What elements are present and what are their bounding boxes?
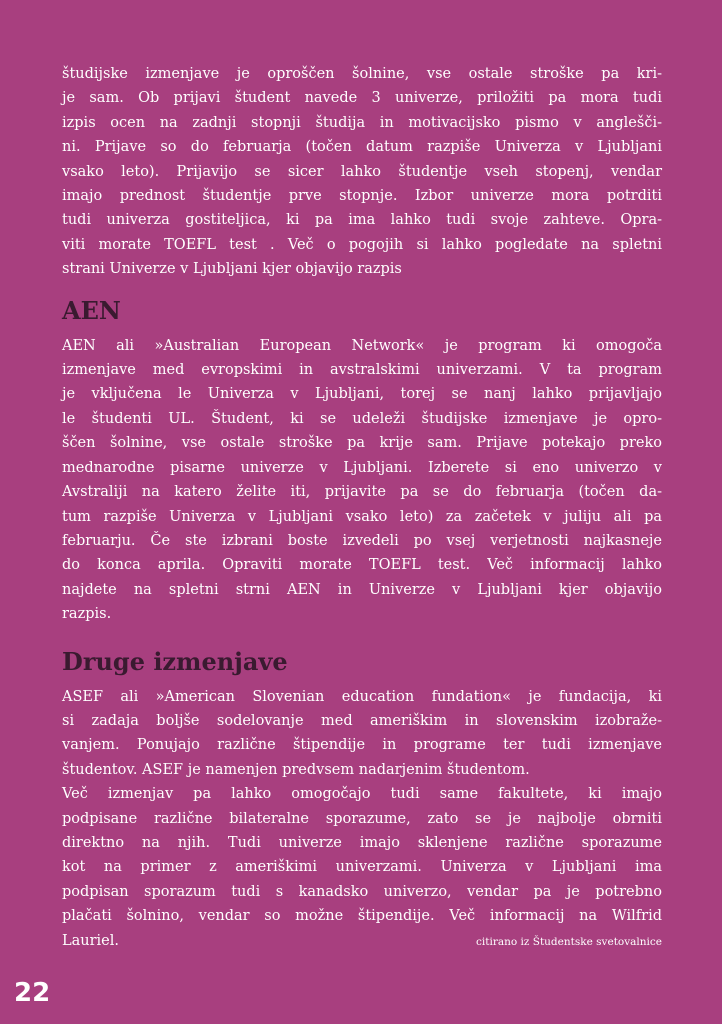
text-line: imajo prednost študentje prve stopnje. Izbor univerze mora potrditi — [62, 188, 662, 205]
text-line: razpis. — [62, 606, 112, 623]
text-line: AEN ali »Australian European Network« je program ki omogoča — [62, 337, 662, 354]
text-line: mednarodne pisarne univerze v Ljubljani. Izberete si eno univerzo v — [62, 459, 662, 476]
text-line: Več izmenjav pa lahko omogočajo tudi same fakultete, ki imajo — [62, 786, 662, 803]
intro-paragraph — [62, 62, 662, 282]
text-line: ščen šolnine, vse ostale stroške pa krije sam. Prijave potekajo preko — [62, 435, 662, 452]
text-line: plačati šolnino, vendar so možne štipendije. Več informacij na Wilfrid — [62, 908, 662, 925]
druge-paragraph — [62, 685, 662, 954]
text-line: izmenjave med evropskimi in avstralskimi univerzami. V ta program — [62, 362, 662, 379]
text-line: tum razpiše Univerza v Ljubljani vsako leto) za začetek v juliju ali pa — [62, 508, 662, 525]
text-line: podpisane različne bilateralne sporazume, zato se je najbolje obrniti — [62, 810, 662, 827]
text-line: Lauriel. — [62, 932, 120, 949]
text-line: ni. Prijave so do februarja (točen datum razpiše Univerza v Ljubljani — [62, 139, 662, 156]
citation-note: citirano iz Študentske svetovalnice — [476, 935, 662, 948]
text-line: izpis ocen na zadnji stopnji študija in motivacijsko pismo v anglešči- — [62, 114, 662, 131]
page-number: 22 — [14, 978, 51, 1008]
text-line: je sam. Ob prijavi študent navede 3 univerze, priložiti pa mora tudi — [62, 90, 662, 107]
text-line: februarju. Če ste izbrani boste izvedeli po vsej verjetnosti najkasneje — [62, 532, 662, 549]
last-line-row — [62, 929, 662, 954]
text-line: kot na primer z ameriškimi univerzami. Univerza v Ljubljani ima — [62, 859, 662, 876]
text-line: je vključena le Univerza v Ljubljani, torej se nanj lahko prijavljajo — [62, 386, 662, 403]
aen-paragraph — [62, 334, 662, 627]
text-line: ASEF ali »American Slovenian education fundation« je fundacija, ki — [62, 688, 662, 705]
section-heading-druge-izmenjave: Druge izmenjave — [62, 646, 288, 676]
text-line: vanjem. Ponujajo različne štipendije in programe ter tudi izmenjave — [62, 737, 662, 754]
text-line: podpisan sporazum tudi s kanadsko univerzo, vendar pa je potrebno — [62, 883, 662, 900]
text-line: najdete na spletni strni AEN in Univerze v Ljubljani kjer objavijo — [62, 581, 662, 598]
text-line: viti morate TOEFL test . Več o pogojih si lahko pogledate na spletni — [62, 236, 662, 253]
text-line: le študenti UL. Študent, ki se udeleži študijske izmenjave je opro- — [62, 410, 662, 427]
text-line: študijske izmenjave je oproščen šolnine, vse ostale stroške pa kri- — [62, 66, 662, 82]
text-line: strani Univerze v Ljubljani kjer objavijo razpis — [62, 261, 402, 278]
text-line: do konca aprila. Opraviti morate TOEFL test. Več informacij lahko — [62, 557, 662, 574]
text-line: tudi univerza gostiteljica, ki pa ima lahko tudi svoje zahteve. Opra- — [62, 212, 662, 229]
text-line: vsako leto). Prijavijo se sicer lahko študentje vseh stopenj, vendar — [62, 163, 662, 180]
text-line: študentov. ASEF je namenjen predvsem nadarjenim študentom. — [62, 761, 530, 778]
page-content — [62, 62, 662, 954]
text-line: direktno na njih. Tudi univerze imajo sklenjene različne sporazume — [62, 834, 662, 851]
section-heading-aen: AEN — [62, 295, 121, 325]
text-line: si zadaja boljše sodelovanje med ameriškim in slovenskim izobraže- — [62, 712, 662, 729]
text-line: Avstraliji na katero želite iti, prijavite pa se do februarja (točen da- — [62, 484, 662, 501]
